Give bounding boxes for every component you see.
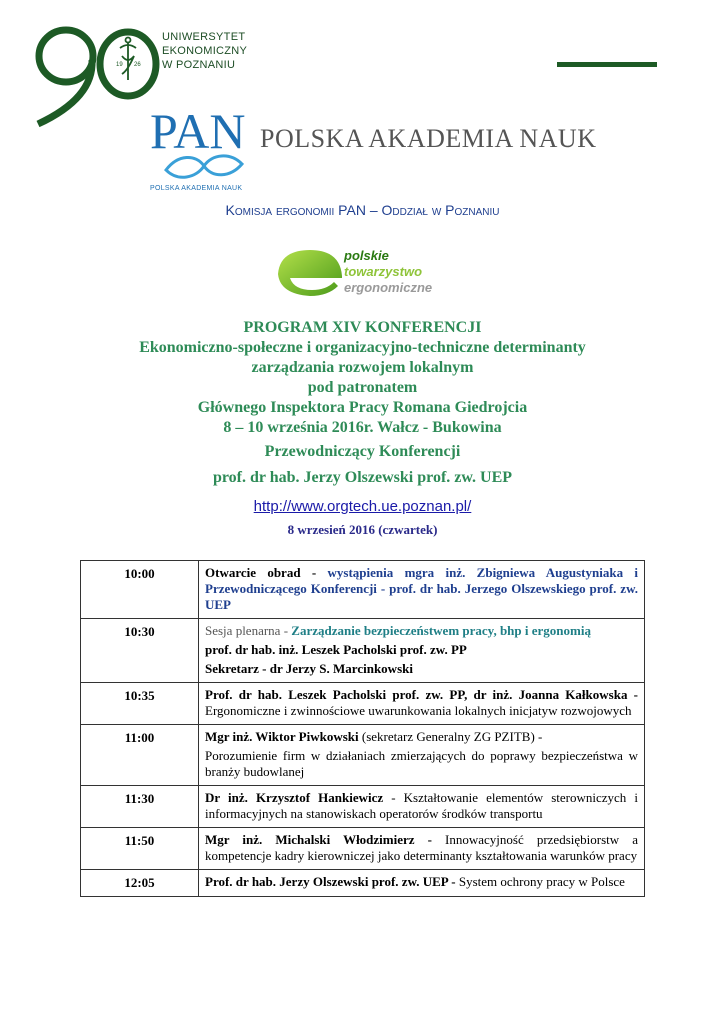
session-secretary: Sekretarz - dr Jerzy S. Marcinkowski	[205, 661, 413, 676]
time-cell: 10:30	[81, 619, 199, 683]
conference-link[interactable]: http://www.orgtech.ue.poznan.pl/	[253, 498, 472, 515]
uep-line: EKONOMICZNY	[162, 45, 248, 57]
uep-line: UNIWERSYTET	[162, 31, 246, 43]
talk-cell	[199, 870, 645, 897]
uep-year-start: 19	[116, 62, 123, 68]
table-row	[81, 725, 645, 786]
session-chair: prof. dr hab. inż. Leszek Pacholski prof. zw. PP	[205, 642, 467, 657]
time-cell: 10:00	[81, 561, 199, 619]
talk-title: System ochrony pracy w Polsce	[458, 874, 625, 889]
talk-speaker: Prof. dr hab. Jerzy Olszewski prof. zw. UEP -	[205, 874, 459, 889]
table-row	[81, 561, 645, 619]
table-row	[81, 683, 645, 725]
talk-title: Innowacyjność przedsiębiorstw a kompetencje kadry kierowniczej jako determinanty kształtowania warunków pracy	[205, 832, 638, 863]
session-topic: Zarządzanie bezpieczeństwem pracy, bhp i ergonomią	[291, 623, 591, 638]
pte-e-logo-icon	[276, 246, 346, 296]
session-label: Otwarcie obrad -	[205, 565, 328, 580]
session-speakers: wystąpienia mgra inż. Zbigniewa Augustyniaka i Przewodniczącego Konferencji - prof. dr hab. Jerzego Olszewskiego prof. zw. UEP	[205, 565, 639, 612]
uep-name	[162, 30, 247, 72]
session-label: Sesja plenarna -	[205, 623, 292, 638]
table-row	[81, 828, 645, 870]
table-row	[81, 619, 645, 683]
program-block	[0, 318, 725, 488]
caduceus-icon	[120, 38, 136, 81]
patronage-label: pod patronatem	[307, 379, 418, 396]
infinity-icon	[166, 156, 242, 177]
pte-word: polskie	[344, 248, 389, 263]
session-cell	[199, 561, 645, 619]
program-subtitle: Ekonomiczno-społeczne i organizacyjno-techniczne determinanty	[139, 339, 586, 356]
table-row	[81, 786, 645, 828]
time-cell: 11:00	[81, 725, 199, 786]
talk-cell	[199, 828, 645, 870]
talk-cell	[199, 683, 645, 725]
pan-small-caption: POLSKA AKADEMIA NAUK	[150, 185, 243, 192]
table-row	[81, 870, 645, 897]
talk-title: Porozumienie firm w działaniach zmierzających do poprawy bezpieczeństwa w branży budowlanej	[205, 748, 638, 779]
time-cell: 10:35	[81, 683, 199, 725]
time-cell: 11:50	[81, 828, 199, 870]
pte-word: ergonomiczne	[344, 280, 433, 295]
komisja-heading: Komisja ergonomii PAN – Oddział w Poznaniu	[225, 202, 500, 218]
session-cell	[199, 619, 645, 683]
header-rule	[557, 62, 657, 67]
talk-cell	[199, 786, 645, 828]
time-cell: 12:05	[81, 870, 199, 897]
pan-logo-letters: PAN	[150, 104, 246, 159]
patronage-name: Głównego Inspektora Pracy Romana Giedrojcia	[197, 399, 528, 416]
talk-title: - Kształtowanie elementów sterowniczych i informacyjnych na stanowiskach operatorów środków transportu	[205, 790, 638, 821]
talk-cell	[199, 725, 645, 786]
uep-year-end: 26	[134, 62, 141, 68]
uep-line: W POZNANIU	[162, 59, 236, 71]
chair-label: Przewodniczący Konferencji	[264, 443, 461, 460]
pan-title: POLSKA AKADEMIA NAUK	[260, 124, 597, 153]
program-title: PROGRAM XIV KONFERENCJI	[243, 319, 482, 336]
schedule-table	[80, 560, 645, 897]
talk-title: Ergonomiczne i zwinnościowe uwarunkowania lokalnych inicjatyw rozwojowych	[205, 703, 632, 718]
program-subtitle: zarządzania rozwojem lokalnym	[251, 359, 474, 376]
pte-word: towarzystwo	[344, 264, 423, 279]
uep-90-logo	[24, 16, 164, 128]
talk-speaker: Mgr inż. Wiktor Piwkowski	[205, 729, 359, 744]
talk-speaker: Prof. dr hab. Leszek Pacholski prof. zw. PP, dr inż. Joanna Kałkowska -	[205, 687, 638, 702]
time-cell: 11:30	[81, 786, 199, 828]
chair-name: prof. dr hab. Jerzy Olszewski prof. zw. UEP	[212, 469, 513, 486]
pan-logo	[148, 104, 260, 186]
day-heading: 8 wrzesień 2016 (czwartek)	[287, 522, 438, 537]
talk-speaker: Mgr inż. Michalski Włodzimierz -	[205, 832, 446, 847]
talk-speaker-role: (sekretarz Generalny ZG PZITB) -	[358, 729, 543, 744]
conference-dates: 8 – 10 września 2016r. Wałcz - Bukowina	[223, 419, 502, 436]
talk-speaker: Dr inż. Krzysztof Hankiewicz	[205, 790, 384, 805]
